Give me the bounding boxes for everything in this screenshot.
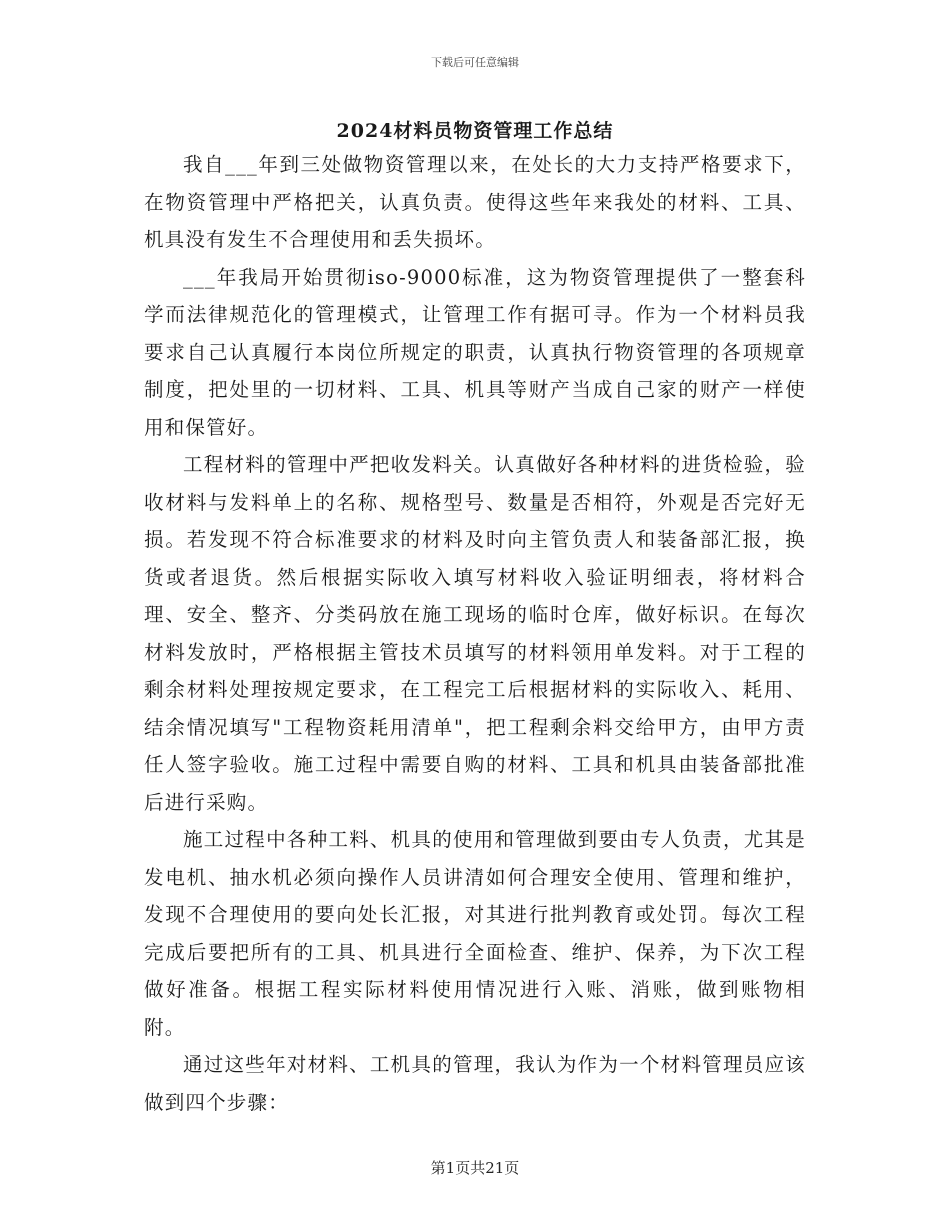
paragraph-2: ___年我局开始贯彻iso-9000标准，这为物资管理提供了一整套科学而法律规范化的管理模式，让管理工作有据可寻。作为一个材料员我要求自己认真履行本岗位所规定的职责，认真执行物资管理的各项规章制度，把处里的一切材料、工具、机具等财产当成自己家的财产一样使用和保管好。	[144, 265, 806, 439]
page-number: 第1页共21页	[430, 1159, 520, 1177]
paragraph-1: 我自___年到三处做物资管理以来，在处长的大力支持严格要求下，在物资管理中严格把关，认真负责。使得这些年来我处的材料、工具、机具没有发生不合理使用和丢失损坏。	[144, 153, 806, 251]
paragraph-4: 施工过程中各种工料、机具的使用和管理做到要由专人负责，尤其是发电机、抽水机必须向操作人员讲清如何合理安全使用、管理和维护，发现不合理使用的要向处长汇报，对其进行批判教育或处罚。每次工程完成后要把所有的工具、机具进行全面检查、维护、保养，为下次工程做好准备。根据工程实际材料使用情况进行入账、消账，做到账物相附。	[144, 828, 806, 1039]
paragraph-3: 工程材料的管理中严把收发料关。认真做好各种材料的进货检验，验收材料与发料单上的名称、规格型号、数量是否相符，外观是否完好无损。若发现不符合标准要求的材料及时向主管负责人和装备部汇报，换货或者退货。然后根据实际收入填写材料收入验证明细表，将材料合理、安全、整齐、分类码放在施工现场的临时仓库，做好标识。在每次材料发放时，严格根据主管技术员填写的材料领用单发料。对于工程的剩余材料处理按规定要求，在工程完工后根据材料的实际收入、耗用、结余情况填写"工程物资耗用清单"，把工程剩余料交给甲方，由甲方责任人签字验收。施工过程中需要自购的材料、工具和机具由装备部批准后进行采购。	[144, 453, 806, 814]
document-title: 2024材料员物资管理工作总结	[336, 120, 614, 142]
header-note: 下载后可任意编辑	[431, 56, 519, 69]
paragraph-5: 通过这些年对材料、工机具的管理，我认为作为一个材料管理员应该做到四个步骤：	[144, 1053, 806, 1114]
document-body	[144, 146, 806, 1121]
